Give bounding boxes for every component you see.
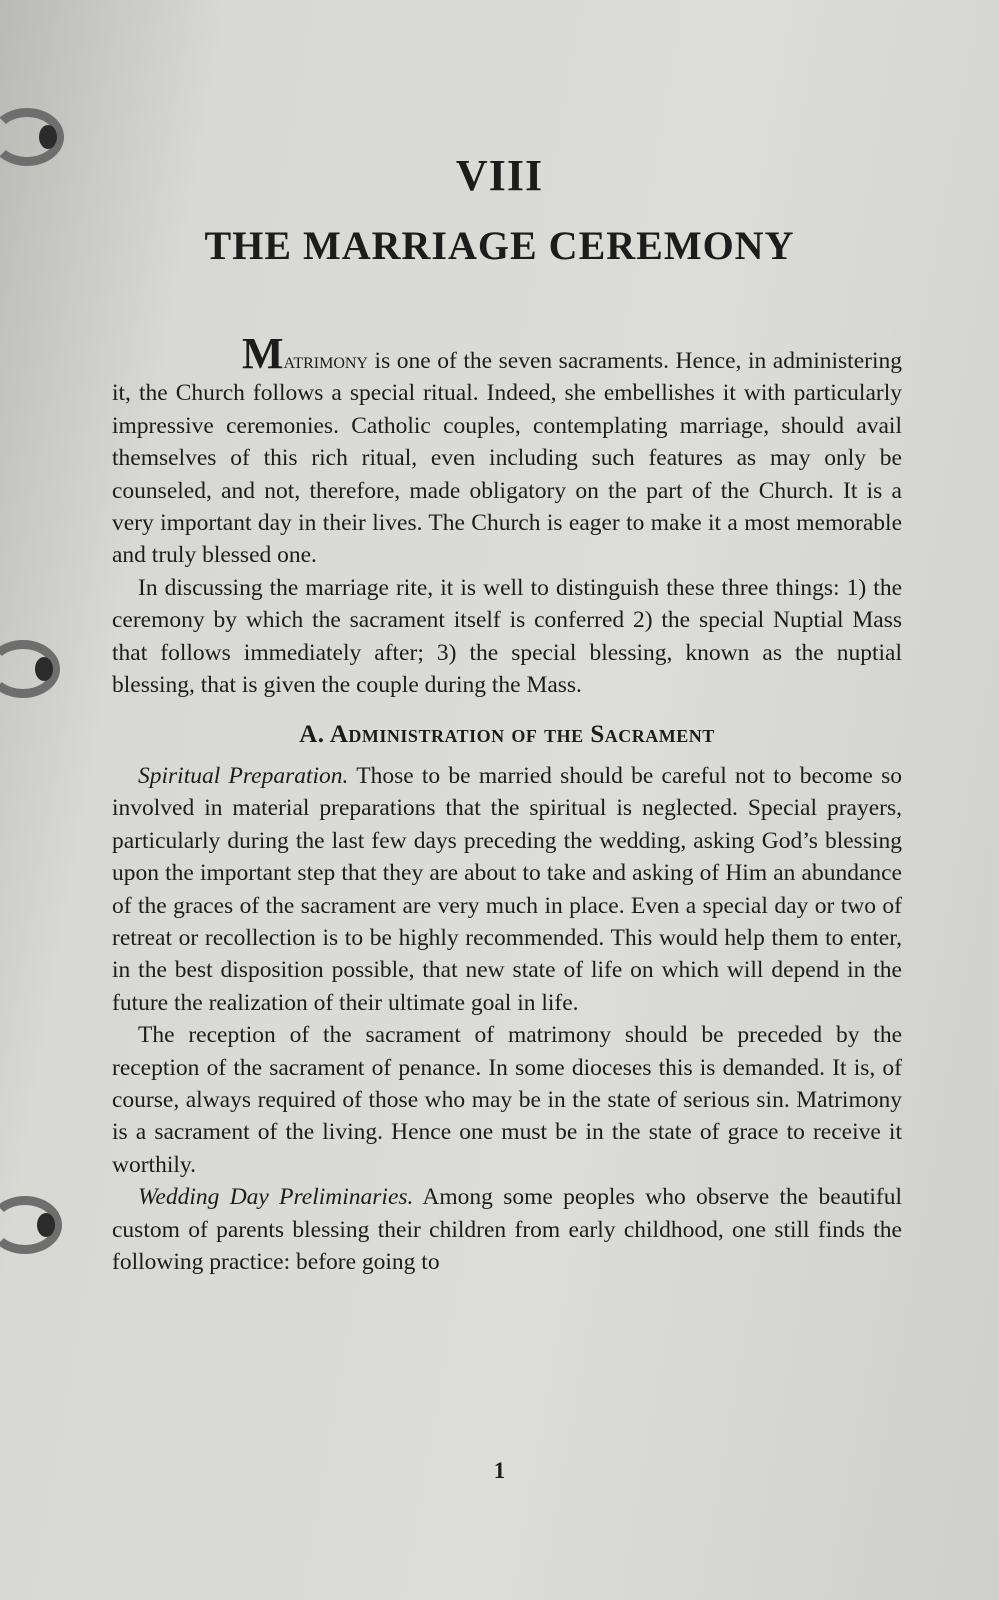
drop-cap: M	[242, 329, 284, 378]
body-text	[112, 329, 902, 1278]
run-in-heading: Wedding Day Preliminaries.	[138, 1184, 414, 1211]
paragraph-text: Those to be married should be careful not to become so involved in material preparations that the spiritual is neglected. Special prayers, particularly during the last few days preceding the wedding, asking God’s blessing upon the important step that they are about to take and asking of Him an abundance of the graces of the sacrament are very much in place. Even a special day or two of retreat or recollection is to be highly recommended. This would help them to enter, in the best disposition possible, that new state of life on which will depend in the future the realization of their ultimate goal in life.	[112, 762, 902, 1016]
paragraph-text: is one of the seven sacraments. Hence, in administering it, the Church follows a special ritual. Indeed, she embellishes it with particularly impressive ceremonies. Catholic couples, contemplating marriage, should avail themselves of this rich ritual, even including such features as may only be counseled, and not, therefore, made obligatory on the part of the Church. It is a very important day in their lives. The Church is eager to make it a most memorable and truly blessed one.	[112, 348, 902, 569]
chapter-number: VIII	[455, 151, 544, 200]
paragraph-text: Among some peoples who observe the beautiful custom of parents blessing their children from early childhood, one still finds the following practice: before going to	[112, 1184, 902, 1275]
page-number: 1	[493, 1458, 506, 1483]
section-paragraph-1	[112, 760, 902, 1019]
section-paragraph-3	[112, 1181, 902, 1278]
intro-paragraph-1	[112, 329, 902, 572]
intro-paragraph-2: In discussing the marriage rite, it is well to distinguish these three things: 1) the ceremony by which the sacrament itself is conferred 2) the special Nuptial Mass that follows immediately after; 3) the special blessing, known as the nuptial blessing, that is given the couple during the Mass.	[112, 574, 902, 699]
binder-ring-bottom	[0, 1196, 62, 1254]
section-paragraph-2: The reception of the sacrament of matrimony should be preceded by the reception of the sacrament of penance. In some dioceses this is demanded. It is, of course, always required of those who may be in the state of serious sin. Matrimony is a sacrament of the living. Hence one must be in the state of grace to receive it worthily.	[112, 1022, 902, 1178]
chapter-title: THE MARRIAGE CEREMONY	[204, 223, 795, 268]
section-heading: A. Administration of the Sacrament	[299, 721, 715, 749]
lead-word: atrimony	[283, 348, 368, 374]
run-in-heading: Spiritual Preparation.	[138, 762, 349, 789]
binder-ring-middle	[0, 640, 60, 698]
